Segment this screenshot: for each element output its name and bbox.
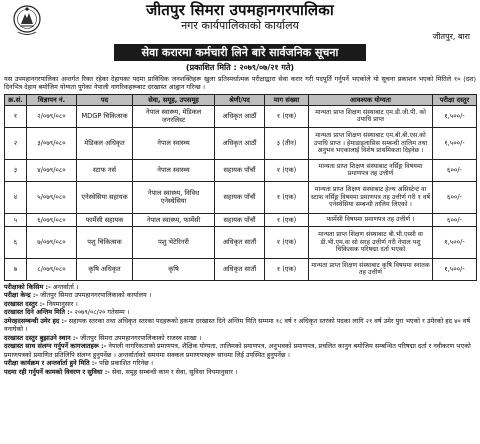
cell-level: अधिकृत आठौं xyxy=(215,127,265,159)
cell-sn: १ xyxy=(5,105,27,127)
column-header: क्र.सं. xyxy=(5,94,27,105)
cell-count: १ (एक) xyxy=(265,159,309,181)
cell-post: पशु चिकित्सक xyxy=(77,226,133,258)
table-row xyxy=(5,213,477,226)
condition-item: परीक्षा कार्यक्रम र अन्तर्वार्ता हुने मिति :- पछि प्रकाशित गरिनेछ । xyxy=(4,359,154,368)
cell-post: मेडिकल अधिकृत xyxy=(77,127,133,159)
vacancy-table xyxy=(4,94,477,281)
office-name: जीतपुर सिमरा उपमहानगरपालिका xyxy=(146,1,334,19)
table-row xyxy=(5,258,477,280)
office-subtitle: नगर कार्यपालिकाको कार्यालय xyxy=(181,19,299,32)
cell-qualification: मान्यता प्राप्त शिक्षण संस्थाबाट बी.भी.एस्सी वा डी.भी.एम.वा सो सरह उत्तीर्ण गरी नेपाल पशु चिकित्सक परिषद्मा दर्ता भएको xyxy=(309,226,433,258)
column-header: श्रेणी/पद xyxy=(215,94,265,105)
table-row xyxy=(5,226,477,258)
cell-service: नेपाल स्वास्थ्य xyxy=(133,159,215,181)
cell-advertisement-no: ५/०७९/०८० xyxy=(27,181,77,213)
column-header: विज्ञापन नं. xyxy=(27,94,77,105)
cell-sn: ७ xyxy=(5,258,27,280)
cell-post: स्टाफ नर्स xyxy=(77,159,133,181)
column-header: पद xyxy=(77,94,133,105)
column-header: माग संख्या xyxy=(265,94,309,105)
cell-post: एनेस्थेसिया सहायक xyxy=(77,181,133,213)
column-header: सेवा, समूह, उपसमूह xyxy=(133,94,215,105)
cell-advertisement-no: ७/०७९/०८० xyxy=(27,226,77,258)
cell-fee: १,५००/- xyxy=(433,226,477,258)
table-header-row xyxy=(5,94,477,105)
notice-header xyxy=(4,2,476,42)
cell-level: सहायक पाँचौं xyxy=(215,213,265,226)
cell-advertisement-no: २/०७९/०८० xyxy=(27,105,77,127)
column-header: परीक्षा दस्तुर xyxy=(433,94,477,105)
condition-item: परीक्षाको किसिम :- अन्तर्वार्ता । xyxy=(4,282,79,291)
cell-service: कृषि xyxy=(133,258,215,280)
cell-post: कृषि अधिकृत xyxy=(77,258,133,280)
condition-item: परीक्षा केन्द्र :- जीतपुर सिमरा उपमहानगरपालिकाको कार्यालय । xyxy=(4,291,152,300)
condition-item: दरखास्त साथ संलग्न गर्नुपर्ने कागजातहरू :- नेपाली नागरिकताको प्रमाणपत्र, शैक्षिक योग्यता, तालिमको प्रमाणपत्र, अनुभवको प्रमाणपत्र, प्रचलित कानुन बमोजिम सम्बन्धित परिषद्मा दर्ता र नवीकरण भएको प्रमाणपत्रको प्रमाणित प्रतिलिपि संलग्न हुनुपर्नेछ । अन्तर्वार्ताको समयमा सक्कल प्रमाणपत्रहरू साथमा लिई उपस्थित हुनुपर्नेछ । xyxy=(4,342,471,359)
cell-count: १ (एक) xyxy=(265,213,309,226)
cell-fee: १,५००/- xyxy=(433,105,477,127)
cell-level: अधिकृत सातौं xyxy=(215,258,265,280)
cell-count: १ (एक) xyxy=(265,181,309,213)
table-row xyxy=(5,127,477,159)
cell-fee: ६००/- xyxy=(433,181,477,213)
cell-service: नेपाल स्वास्थ्य xyxy=(133,127,215,159)
table-row xyxy=(5,159,477,181)
cell-qualification: मान्यता प्राप्त शिक्षण संस्थाबाट कृषि विषयमा स्नातक तह उत्तीर्ण xyxy=(309,258,433,280)
cell-sn: २ xyxy=(5,127,27,159)
government-emblem-icon xyxy=(12,2,42,38)
cell-level: अधिकृत आठौं xyxy=(215,105,265,127)
cell-qualification: मान्यता प्राप्त शिक्षण संस्थाबाट एम.डी.जी.पी. को उपाधि प्राप्त xyxy=(309,105,433,127)
cell-service: नेपाल स्वास्थ्य, मेडिकल जनरलिस्ट xyxy=(133,105,215,127)
cell-advertisement-no: ६/०७९/०८० xyxy=(27,213,77,226)
cell-count: १ (एक) xyxy=(265,105,309,127)
condition-item: दरखास्त दस्तुर :- नियमानुसार । xyxy=(4,299,78,308)
cell-level: सहायक पाँचौं xyxy=(215,159,265,181)
notice-title-banner: सेवा करारमा कर्मचारी लिने बारे सार्वजनिक सूचना xyxy=(114,44,366,61)
cell-advertisement-no: ३/०७९/०८० xyxy=(27,127,77,159)
cell-fee: ६००/- xyxy=(433,159,477,181)
cell-qualification: मान्यता प्राप्त शिक्षण संस्थाबाट एम.बी.बी.एस.को उपाधि प्राप्त । हेमाडाइलासिस सम्बन्धी तालिम तथा अनुभव भएकालाई विशेष प्राथमिकता दिइनेछ । xyxy=(309,127,433,159)
column-header: आवश्यक योग्यता xyxy=(309,94,433,105)
table-row xyxy=(5,181,477,213)
cell-level: अधिकृत सातौं xyxy=(215,226,265,258)
cell-fee: १,५००/- xyxy=(433,127,477,159)
cell-count: ३ (तीन) xyxy=(265,127,309,159)
notice-conditions xyxy=(4,283,476,377)
cell-count: १ (एक) xyxy=(265,226,309,258)
cell-service: नेपाल स्वास्थ्य, फार्मेसी xyxy=(133,213,215,226)
condition-item: दरखास्त दिने अन्तिम मिति :- २०७९/०८/२० गतेसम्म । xyxy=(4,308,130,317)
intro-paragraph: यस उपमहानगरपालिका अन्तर्गत रिक्त रहेका देहायका पदमा प्राविधिक जनशक्तिहरू खुला प्रतिस्पर्धात्मक परीक्षाद्वारा सेवा करार गरी पदपूर्ति गर्नुपर्ने भएकोले यो सूचना प्रकाशन भएको मितिले १० (दश) दिनभित्र देहाय बमोजिम योग्यता पुगेका नेपाली नागरिकहरूबाट दरखास्त आह्वान गरिन्छ । xyxy=(4,75,476,92)
table-row xyxy=(5,105,477,127)
cell-sn: ३ xyxy=(5,159,27,181)
condition-item: दरखास्त दस्तुर बुझाउने स्थान :- जीतपुर सिमरा उपमहानगरपालिकाको राजस्व शाखा । xyxy=(4,333,202,342)
cell-qualification: फार्मेसी विषयमा प्रमाणपत्र तह उत्तीर्ण । xyxy=(309,213,433,226)
office-address: जीतपुर, बारा xyxy=(432,32,470,41)
cell-sn: ४ xyxy=(5,181,27,213)
cell-sn: ६ xyxy=(5,226,27,258)
cell-advertisement-no: ८/०७९/०८० xyxy=(27,258,77,280)
cell-post: फार्मेसी सहायक xyxy=(77,213,133,226)
cell-service: नेपाल स्वास्थ्य, विविध एनेस्थेसिया xyxy=(133,181,215,213)
condition-item: पदमा रही गर्नुपर्ने कामको विवरण र सुविधा :- सेवा, समूह सम्बन्धी काम र सेवा, सुविधा नियमानुसार । xyxy=(4,367,238,376)
cell-fee: १,५००/- xyxy=(433,258,477,280)
cell-service: पशु भेटेरिनरी xyxy=(133,226,215,258)
cell-count: १ (एक) xyxy=(265,258,309,280)
cell-qualification: मान्यता प्राप्त शिक्षण संस्थाबाट नर्सिङ्ग विषयमा प्रमाणपत्र तह उत्तीर्ण xyxy=(309,159,433,181)
cell-sn: ५ xyxy=(5,213,27,226)
cell-post: MDGP चिकित्सक xyxy=(77,105,133,127)
cell-level: सहायक पाँचौं xyxy=(215,181,265,213)
cell-advertisement-no: ४/०७९/०८० xyxy=(27,159,77,181)
publish-date: (प्रकाशित मिति : २०७९/०७/२१ गते) xyxy=(185,63,295,72)
cell-fee: ६००/- xyxy=(433,213,477,226)
condition-item: उमेरहदसम्बन्धी उमेर हद :- सहायक स्तरका तथा अधिकृत स्तरका पदहरूको हकमा दरखास्त दिने अन्तिम मिति सम्ममा १८ वर्ष र अधिकृत स्तरको पदका लागि २१ वर्ष उमेर पुरा भएको र उमेरको हद ४० वर्ष ननाघेको । xyxy=(4,316,471,334)
cell-qualification: मान्यता प्राप्त शिक्षण संस्थाबाट हेल्थ असिस्टेन्ट वा स्टाफ नर्सिङ्ग विषयमा प्रमाणपत्र तह उत्तीर्ण गरी १ वर्षे एनेस्थेसिया सम्बन्धी तालिम लिएको । xyxy=(309,181,433,213)
